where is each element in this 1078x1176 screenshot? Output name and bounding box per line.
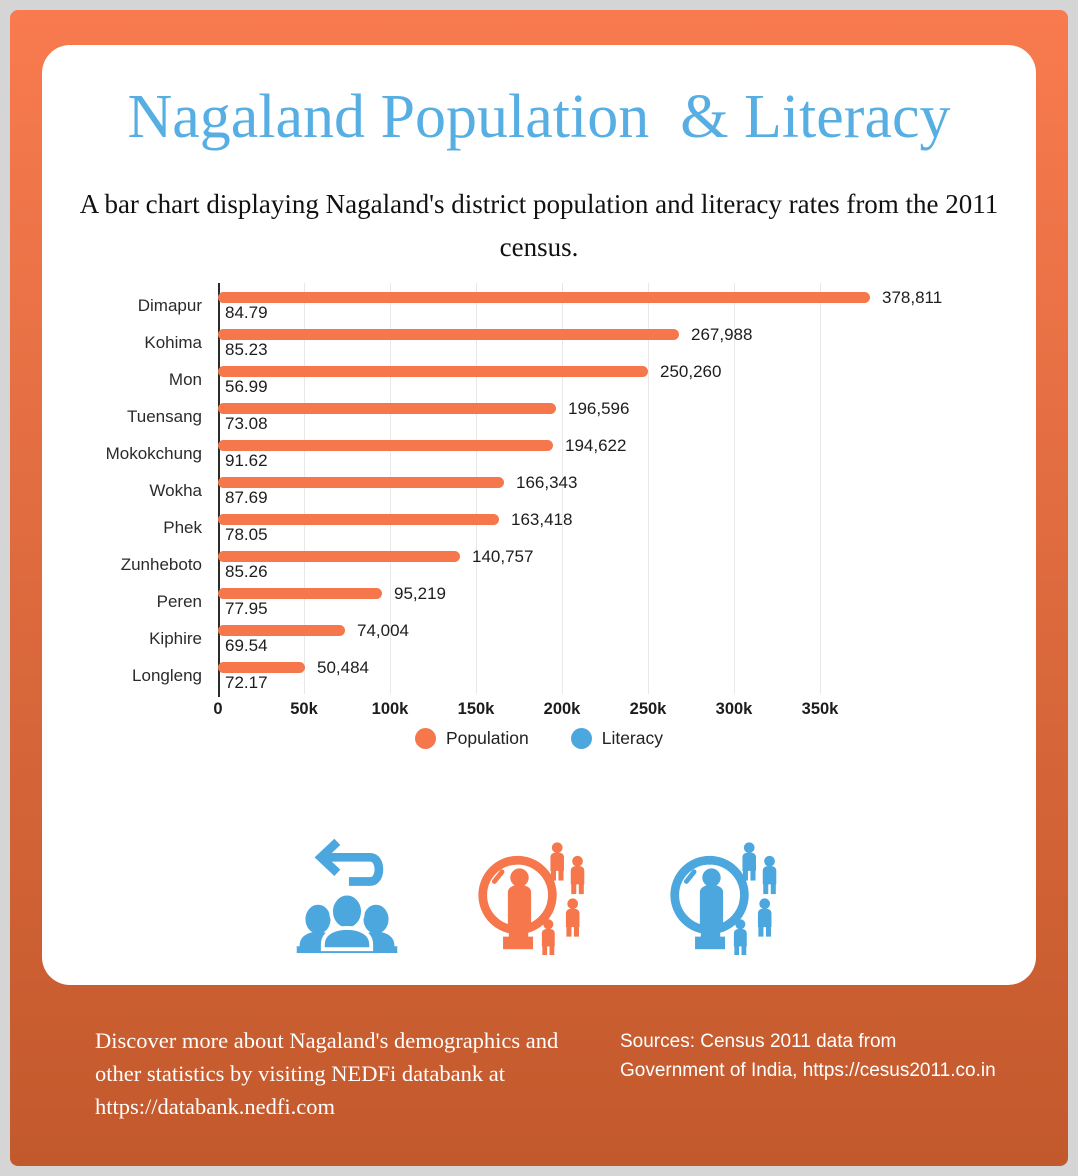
- x-axis-tick-label: 350k: [801, 700, 839, 718]
- x-axis-tick-label: 0: [213, 700, 223, 718]
- district-label: Dimapur: [137, 296, 202, 315]
- chart-row: [42, 359, 1036, 396]
- population-value-label: 95,219: [394, 584, 446, 603]
- literacy-value-label: 78.05: [225, 525, 268, 544]
- chart-row: [42, 655, 1036, 692]
- population-value-label: 163,418: [511, 510, 573, 529]
- population-value-label: 166,343: [516, 473, 578, 492]
- population-bar: [218, 588, 382, 599]
- population-value-label: 378,811: [882, 288, 943, 307]
- population-bar: [218, 662, 305, 673]
- chart-description: A bar chart displaying Nagaland's district population and literacy rates from the 2011 census.: [79, 189, 999, 262]
- district-label: Peren: [156, 592, 202, 611]
- district-label: Mokokchung: [105, 444, 202, 463]
- literacy-value-label: 56.99: [225, 377, 268, 396]
- chart-row: [42, 433, 1036, 470]
- population-bar: [218, 403, 556, 414]
- population-bar: [218, 292, 870, 303]
- district-label: Longleng: [132, 666, 202, 685]
- district-label: Mon: [168, 370, 202, 389]
- population-value-label: 140,757: [472, 547, 534, 566]
- literacy-value-label: 85.26: [225, 562, 268, 581]
- x-axis-tick-label: 50k: [290, 700, 318, 718]
- legend-item: [415, 728, 529, 749]
- population-value-label: 267,988: [691, 325, 753, 344]
- literacy-value-label: 85.23: [225, 340, 268, 359]
- chart-row: [42, 396, 1036, 433]
- literacy-magnifier-icon: [663, 837, 789, 960]
- population-value-label: 194,622: [565, 436, 627, 455]
- district-label: Wokha: [149, 481, 202, 500]
- chart-row: [42, 285, 1036, 322]
- district-label: Kohima: [144, 333, 202, 352]
- literacy-value-label: 73.08: [225, 414, 268, 433]
- population-value-label: 50,484: [317, 658, 369, 677]
- chart-row: [42, 470, 1036, 507]
- population-value-label: 74,004: [357, 621, 409, 640]
- literacy-value-label: 77.95: [225, 599, 268, 618]
- legend-item: [571, 728, 663, 749]
- chart-row: [42, 581, 1036, 618]
- population-bar: [218, 440, 553, 451]
- infographic-card: [42, 45, 1036, 985]
- district-label: Kiphire: [149, 629, 202, 648]
- population-magnifier-icon: [471, 837, 597, 960]
- population-bar: [218, 477, 504, 488]
- district-label: Zunheboto: [120, 555, 202, 574]
- population-bar: [218, 329, 679, 340]
- district-label: Phek: [163, 518, 202, 537]
- x-axis-tick-label: 200k: [543, 700, 581, 718]
- footer-discover-text: Discover more about Nagaland's demographics and other statistics by visiting NEDFi databank at https://databank.nedfi.com: [95, 1028, 559, 1119]
- x-axis-tick-label: 100k: [371, 700, 409, 718]
- chart-row: [42, 544, 1036, 581]
- page-title: Nagaland Population & Literacy: [127, 83, 951, 151]
- district-label: Tuensang: [127, 407, 202, 426]
- legend-label: Population: [446, 728, 529, 748]
- population-value-label: 250,260: [660, 362, 722, 381]
- x-axis-tick-label: 250k: [629, 700, 667, 718]
- population-value-label: 196,596: [568, 399, 630, 418]
- legend-label: Literacy: [601, 728, 663, 748]
- literacy-value-label: 69.54: [225, 636, 268, 655]
- literacy-value-label: 87.69: [225, 488, 268, 507]
- return-arrow-people-icon: [289, 837, 405, 960]
- footer-sources-text: Sources: Census 2011 data from Government of India, https://cesus2011.co.in: [620, 1031, 996, 1081]
- population-bar: [218, 514, 499, 525]
- literacy-value-label: 84.79: [225, 303, 268, 322]
- x-axis-tick-label: 150k: [457, 700, 495, 718]
- population-bar: [218, 625, 345, 636]
- chart-row: [42, 507, 1036, 544]
- literacy-value-label: 72.17: [225, 673, 268, 692]
- literacy-value-label: 91.62: [225, 451, 268, 470]
- chart-row: [42, 322, 1036, 359]
- legend-swatch-icon: [415, 728, 436, 749]
- legend-swatch-icon: [571, 728, 592, 749]
- population-bar: [218, 366, 648, 377]
- chart-legend: [42, 728, 1036, 749]
- chart-row: [42, 618, 1036, 655]
- population-bar: [218, 551, 460, 562]
- bar-chart: [42, 283, 1036, 738]
- decorative-icons-row: [42, 837, 1036, 960]
- x-axis-tick-label: 300k: [715, 700, 753, 718]
